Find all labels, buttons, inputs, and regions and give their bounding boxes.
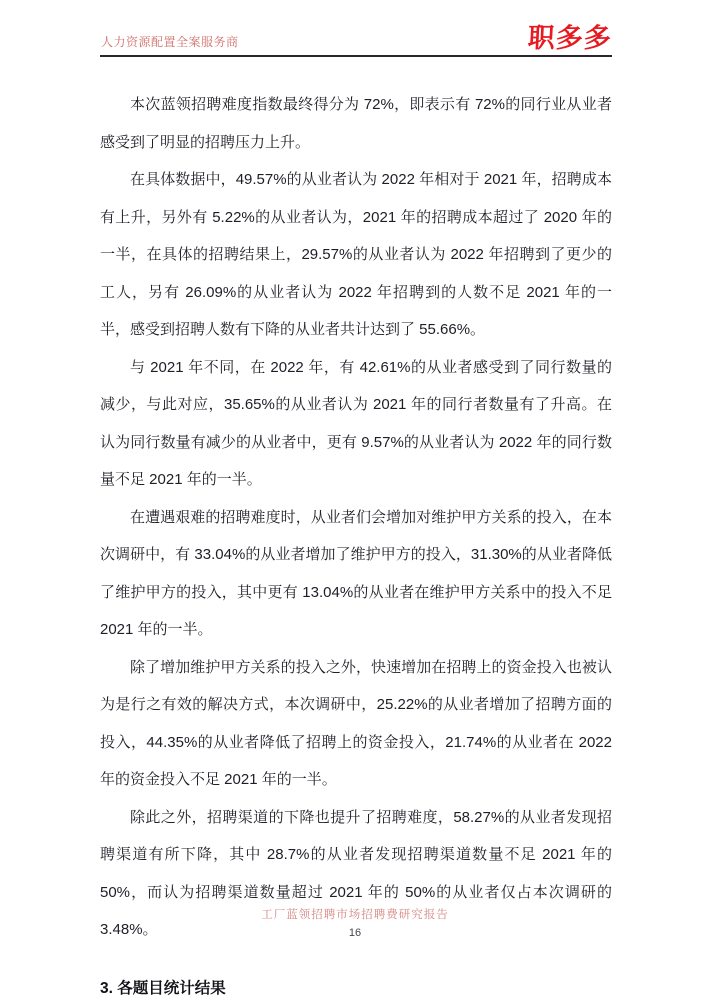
paragraph: 除了增加维护甲方关系的投入之外，快速增加在招聘上的资金投入也被认为是行之有效的解决方式，本次调研中，25.22%的从业者增加了招聘方面的投入，44.35%的从业者降低了招聘上的资金投入，21.74%的从业者在 2022 年的资金投入不足 2021 年的一半。 — [100, 658, 612, 788]
report-title: 工厂蓝领招聘市场招聘费研究报告 — [261, 909, 449, 921]
page-number: 16 — [348, 927, 362, 939]
paragraph: 除此之外，招聘渠道的下降也提升了招聘难度，58.27%的从业者发现招聘渠道有所下降，其中 28.7%的从业者发现招聘渠道数量不足 2021 年的 50%，而认为招聘渠道数量超过 2021 年的 50%的从业者仅占本次调研的 3.48%。 — [100, 808, 612, 938]
paragraph: 在遭遇艰难的招聘难度时，从业者们会增加对维护甲方关系的投入，在本次调研中，有 33.04%的从业者增加了维护甲方的投入，31.30%的从业者降低了维护甲方的投入，其中更有 13.04%的从业者在维护甲方关系中的投入不足 2021 年的一半。 — [100, 508, 612, 638]
header-divider — [100, 55, 612, 57]
brand-tagline: 人力资源配置全案服务商 — [101, 35, 239, 49]
page-header — [100, 14, 612, 55]
paragraph: 在具体数据中，49.57%的从业者认为 2022 年相对于 2021 年，招聘成本有上升，另外有 5.22%的从业者认为，2021 年的招聘成本超过了 2020 年的一半，在具体的招聘结果上，29.57%的从业者认为 2022 年招聘到了更少的工人，另有 26.09%的从业者认为 2022 年招聘到的人数不足 2021 年的一半，感受到招聘人数有下降的从业者共计达到了 55.66%。 — [100, 171, 612, 338]
section-heading: 3. 各题目统计结果 — [100, 979, 226, 997]
paragraph: 与 2021 年不同，在 2022 年，有 42.61%的从业者感受到了同行数量的减少，与此对应，35.65%的从业者认为 2021 年的同行者数量有了升高。在认为同行数量有减少的从业者中，更有 9.57%的从业者认为 2022 年的同行数量不足 2021 年的一半。 — [100, 358, 612, 488]
paragraph: 本次蓝领招聘难度指数最终得分为 72%，即表示有 72%的同行业从业者感受到了明显的招聘压力上升。 — [100, 96, 612, 151]
page-footer — [0, 906, 710, 939]
brand-logo: 职多多 — [527, 23, 613, 53]
document-body — [100, 86, 612, 998]
